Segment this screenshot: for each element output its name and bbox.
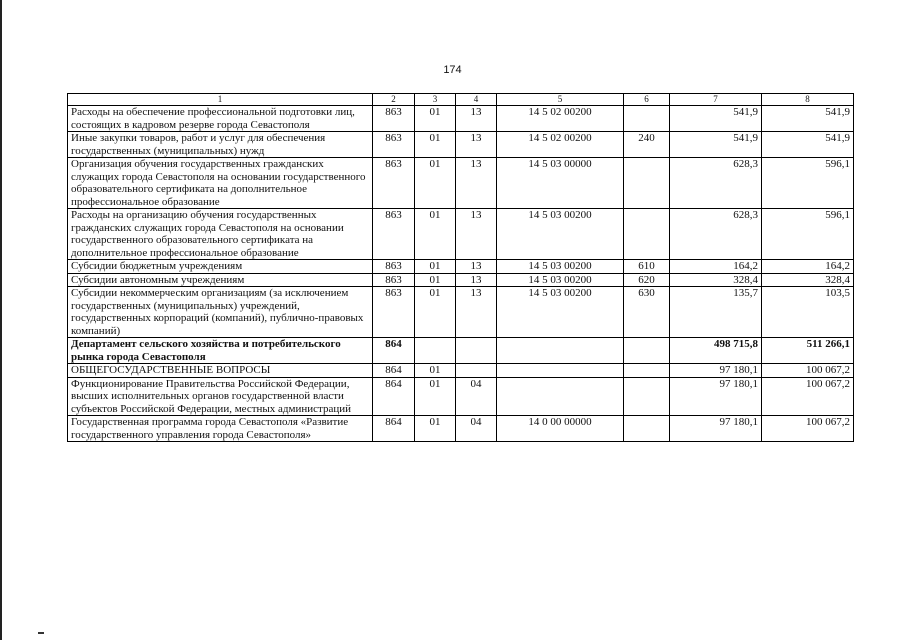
cell-sum1: 328,4 [670,273,762,287]
cell-csr [497,338,624,364]
cell-rz: 01 [415,158,456,209]
cell-sum2: 541,9 [762,132,854,158]
table-row [68,377,854,416]
cell-name: Расходы на обеспечение профессиональной подготовки лиц, состоящих в кадровом резерве города Севастополя [68,106,373,132]
cell-grbs: 863 [373,260,415,274]
cell-sum2: 511 266,1 [762,338,854,364]
cell-csr [497,364,624,378]
cell-grbs: 863 [373,287,415,338]
cell-sum2: 541,9 [762,106,854,132]
cell-rz [415,338,456,364]
column-header: 5 [497,94,624,106]
table-row [68,209,854,260]
cell-vr [624,338,670,364]
cell-csr: 14 0 00 00000 [497,416,624,442]
cell-csr [497,377,624,416]
cell-csr: 14 5 03 00000 [497,158,624,209]
cell-rz: 01 [415,377,456,416]
cell-name: ОБЩЕГОСУДАРСТВЕННЫЕ ВОПРОСЫ [68,364,373,378]
cell-vr: 240 [624,132,670,158]
cell-vr [624,209,670,260]
cell-rz: 01 [415,106,456,132]
table-row [68,260,854,274]
column-header: 6 [624,94,670,106]
cell-grbs: 864 [373,416,415,442]
cell-pr: 13 [456,260,497,274]
cell-rz: 01 [415,132,456,158]
cell-name: Функционирование Правительства Российской Федерации, высших исполнительных органов государственной власти субъектов Российской Федерации, местных администраций [68,377,373,416]
cell-sum2: 100 067,2 [762,377,854,416]
cell-pr [456,364,497,378]
column-number-row [68,94,854,106]
cell-rz: 01 [415,287,456,338]
cell-sum1: 97 180,1 [670,416,762,442]
cell-csr: 14 5 03 00200 [497,209,624,260]
cell-csr: 14 5 02 00200 [497,132,624,158]
cell-rz: 01 [415,364,456,378]
cell-sum1: 628,3 [670,158,762,209]
table-row [68,364,854,378]
cell-vr [624,158,670,209]
table-row [68,287,854,338]
cell-rz: 01 [415,209,456,260]
scan-mark [38,632,44,634]
cell-vr [624,416,670,442]
table-row [68,338,854,364]
cell-name: Субсидии автономным учреждениям [68,273,373,287]
cell-pr: 13 [456,209,497,260]
cell-sum2: 596,1 [762,209,854,260]
cell-grbs: 863 [373,106,415,132]
cell-csr: 14 5 02 00200 [497,106,624,132]
cell-vr [624,364,670,378]
cell-sum2: 596,1 [762,158,854,209]
cell-name: Иные закупки товаров, работ и услуг для обеспечения государственных (муниципальных) нужд [68,132,373,158]
cell-sum2: 328,4 [762,273,854,287]
cell-vr [624,377,670,416]
column-header: 2 [373,94,415,106]
cell-rz: 01 [415,273,456,287]
column-header: 3 [415,94,456,106]
cell-pr: 04 [456,416,497,442]
cell-sum1: 541,9 [670,132,762,158]
cell-grbs: 863 [373,158,415,209]
column-header: 7 [670,94,762,106]
cell-name: Организация обучения государственных гражданских служащих города Севастополя на основании государственного образовательного сертификата на дополнительное профессиональное образование [68,158,373,209]
cell-name: Департамент сельского хозяйства и потребительского рынка города Севастополя [68,338,373,364]
cell-vr: 610 [624,260,670,274]
cell-csr: 14 5 03 00200 [497,273,624,287]
cell-name: Субсидии некоммерческим организациям (за исключением государственных (муниципальных) учреждений, государственных корпораций (компаний), публично-правовых компаний) [68,287,373,338]
cell-name: Расходы на организацию обучения государственных гражданских служащих города Севастополя на основании государственного образовательного сертификата на дополнительное профессиональное образование [68,209,373,260]
cell-name: Государственная программа города Севастополя «Развитие государственного управления города Севастополя» [68,416,373,442]
cell-grbs: 863 [373,209,415,260]
budget-table [67,93,854,442]
cell-grbs: 864 [373,364,415,378]
cell-sum1: 97 180,1 [670,364,762,378]
cell-rz: 01 [415,416,456,442]
cell-grbs: 864 [373,338,415,364]
page-edge-line [0,0,2,640]
cell-sum1: 135,7 [670,287,762,338]
column-header: 8 [762,94,854,106]
cell-name: Субсидии бюджетным учреждениям [68,260,373,274]
cell-rz: 01 [415,260,456,274]
cell-pr: 13 [456,287,497,338]
table-row [68,106,854,132]
table-row [68,158,854,209]
cell-pr [456,338,497,364]
cell-sum1: 628,3 [670,209,762,260]
cell-csr: 14 5 03 00200 [497,260,624,274]
cell-sum2: 164,2 [762,260,854,274]
table-row [68,273,854,287]
cell-pr: 13 [456,273,497,287]
table-row [68,416,854,442]
cell-sum2: 100 067,2 [762,416,854,442]
cell-sum1: 164,2 [670,260,762,274]
cell-pr: 13 [456,106,497,132]
cell-vr: 620 [624,273,670,287]
cell-sum1: 97 180,1 [670,377,762,416]
column-header: 4 [456,94,497,106]
cell-sum2: 103,5 [762,287,854,338]
cell-pr: 04 [456,377,497,416]
cell-grbs: 863 [373,132,415,158]
cell-vr: 630 [624,287,670,338]
cell-sum1: 541,9 [670,106,762,132]
cell-pr: 13 [456,132,497,158]
cell-grbs: 864 [373,377,415,416]
column-header: 1 [68,94,373,106]
cell-csr: 14 5 03 00200 [497,287,624,338]
page-number: 174 [443,64,462,76]
cell-vr [624,106,670,132]
cell-sum2: 100 067,2 [762,364,854,378]
table-row [68,132,854,158]
cell-pr: 13 [456,158,497,209]
cell-sum1: 498 715,8 [670,338,762,364]
cell-grbs: 863 [373,273,415,287]
